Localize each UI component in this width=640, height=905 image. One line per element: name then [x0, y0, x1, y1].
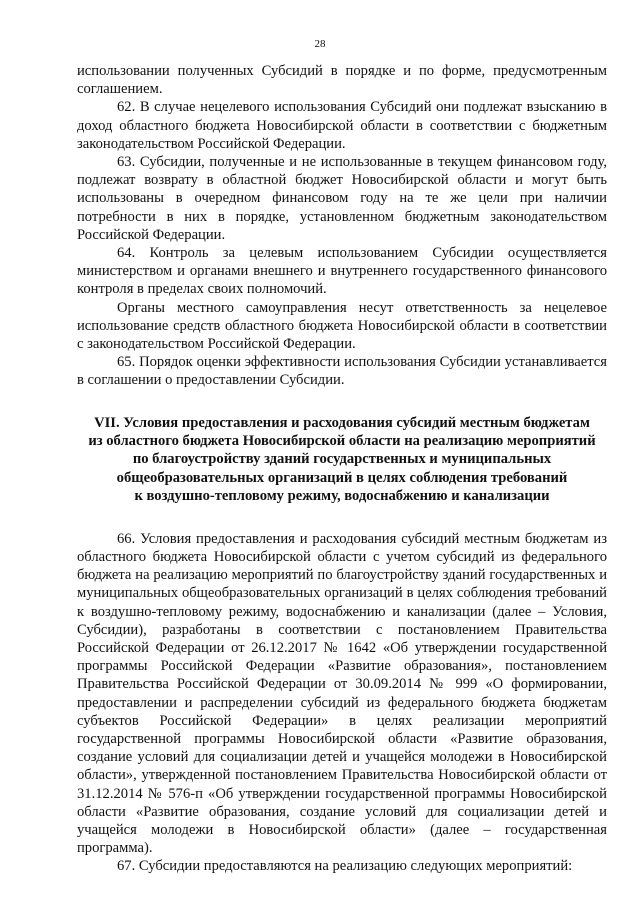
page-number: 28 [314, 38, 326, 50]
paragraph-group-bottom [77, 530, 607, 876]
paragraph: 62. В случае нецелевого использования Субсидий они подлежат взысканию в доход областного бюджета Новосибирской области в соответствии с бюджетным законодательством Российской Федерации. [77, 99, 607, 152]
section-heading-line: к воздушно-тепловому режиму, водоснабжению и канализации [134, 488, 550, 505]
section-heading-line: VII. Условия предоставления и расходования субсидий местным бюджетам [94, 414, 590, 431]
paragraph: 65. Порядок оценки эффективности использования Субсидии устанавливается в соглашении о предоставлении Субсидии. [77, 354, 607, 389]
paragraph: 63. Субсидии, полученные и не использованные в текущем финансовом году, подлежат возврату в областной бюджет Новосибирской области и могут быть использованы в очередном финансовом году на те же цели при наличии потребности в них в порядке, установленном бюджетным законодательством Российской Федерации. [77, 154, 607, 243]
paragraph: 64. Контроль за целевым использованием Субсидии осуществляется министерством и органами внешнего и внутреннего государственного финансового контроля в пределах своих полномочий. [77, 245, 607, 298]
section-heading-line: по благоустройству зданий государственных и муниципальных [132, 451, 552, 468]
paragraph: Органы местного самоуправления несут ответственность за нецелевое использование средств областного бюджета Новосибирской области в соответствии с законодательством Российской Федерации. [77, 299, 607, 353]
paragraph: 66. Условия предоставления и расходования субсидий местным бюджетам из областного бюджета Новосибирской области с учетом субсидий из федерального бюджета на реализацию мероприятий по благоустройству зданий государственных и муниципальных общеобразовательных организаций в целях соблюдения требований к воздушно-тепловому режиму, водоснабжению и канализации (далее – Условия, Субсидии), разработаны в соответствии с постановлением Правительства Российской Федерации от 26.12.2017 № 1642 «Об утверждении государственной программы Российской Федерации «Развитие образования», постановлением Правительства Российской Федерации от 30.09.2014 № 999 «О формировании, предоставлении и распределении субсидий из федерального бюджета бюджетам субъектов Российской Федерации» в целях реализации мероприятий государственной программы Новосибирской области «Развитие образования, создание условий для социализации детей и учащейся молодежи в Новосибирской области», утвержденной постановлением Правительства Новосибирской области от 31.12.2014 № 576-п «Об утверждении государственной программы Новосибирской области «Развитие образования, создание условий для социализации детей и учащейся молодежи в Новосибирской области» (далее – государственная программа). [77, 530, 607, 857]
paragraph-group-top [77, 62, 607, 390]
section-heading-line: из областного бюджета Новосибирской области на реализацию мероприятий [88, 433, 596, 450]
paragraph: использовании полученных Субсидий в порядке и по форме, предусмотренным соглашением. [77, 63, 607, 98]
section-heading-line: общеобразовательных организаций в целях соблюдения требований [116, 469, 568, 486]
document-body [77, 62, 607, 876]
paragraph: 67. Субсидии предоставляются на реализацию следующих мероприятий: [117, 858, 573, 875]
section-heading [77, 414, 607, 506]
